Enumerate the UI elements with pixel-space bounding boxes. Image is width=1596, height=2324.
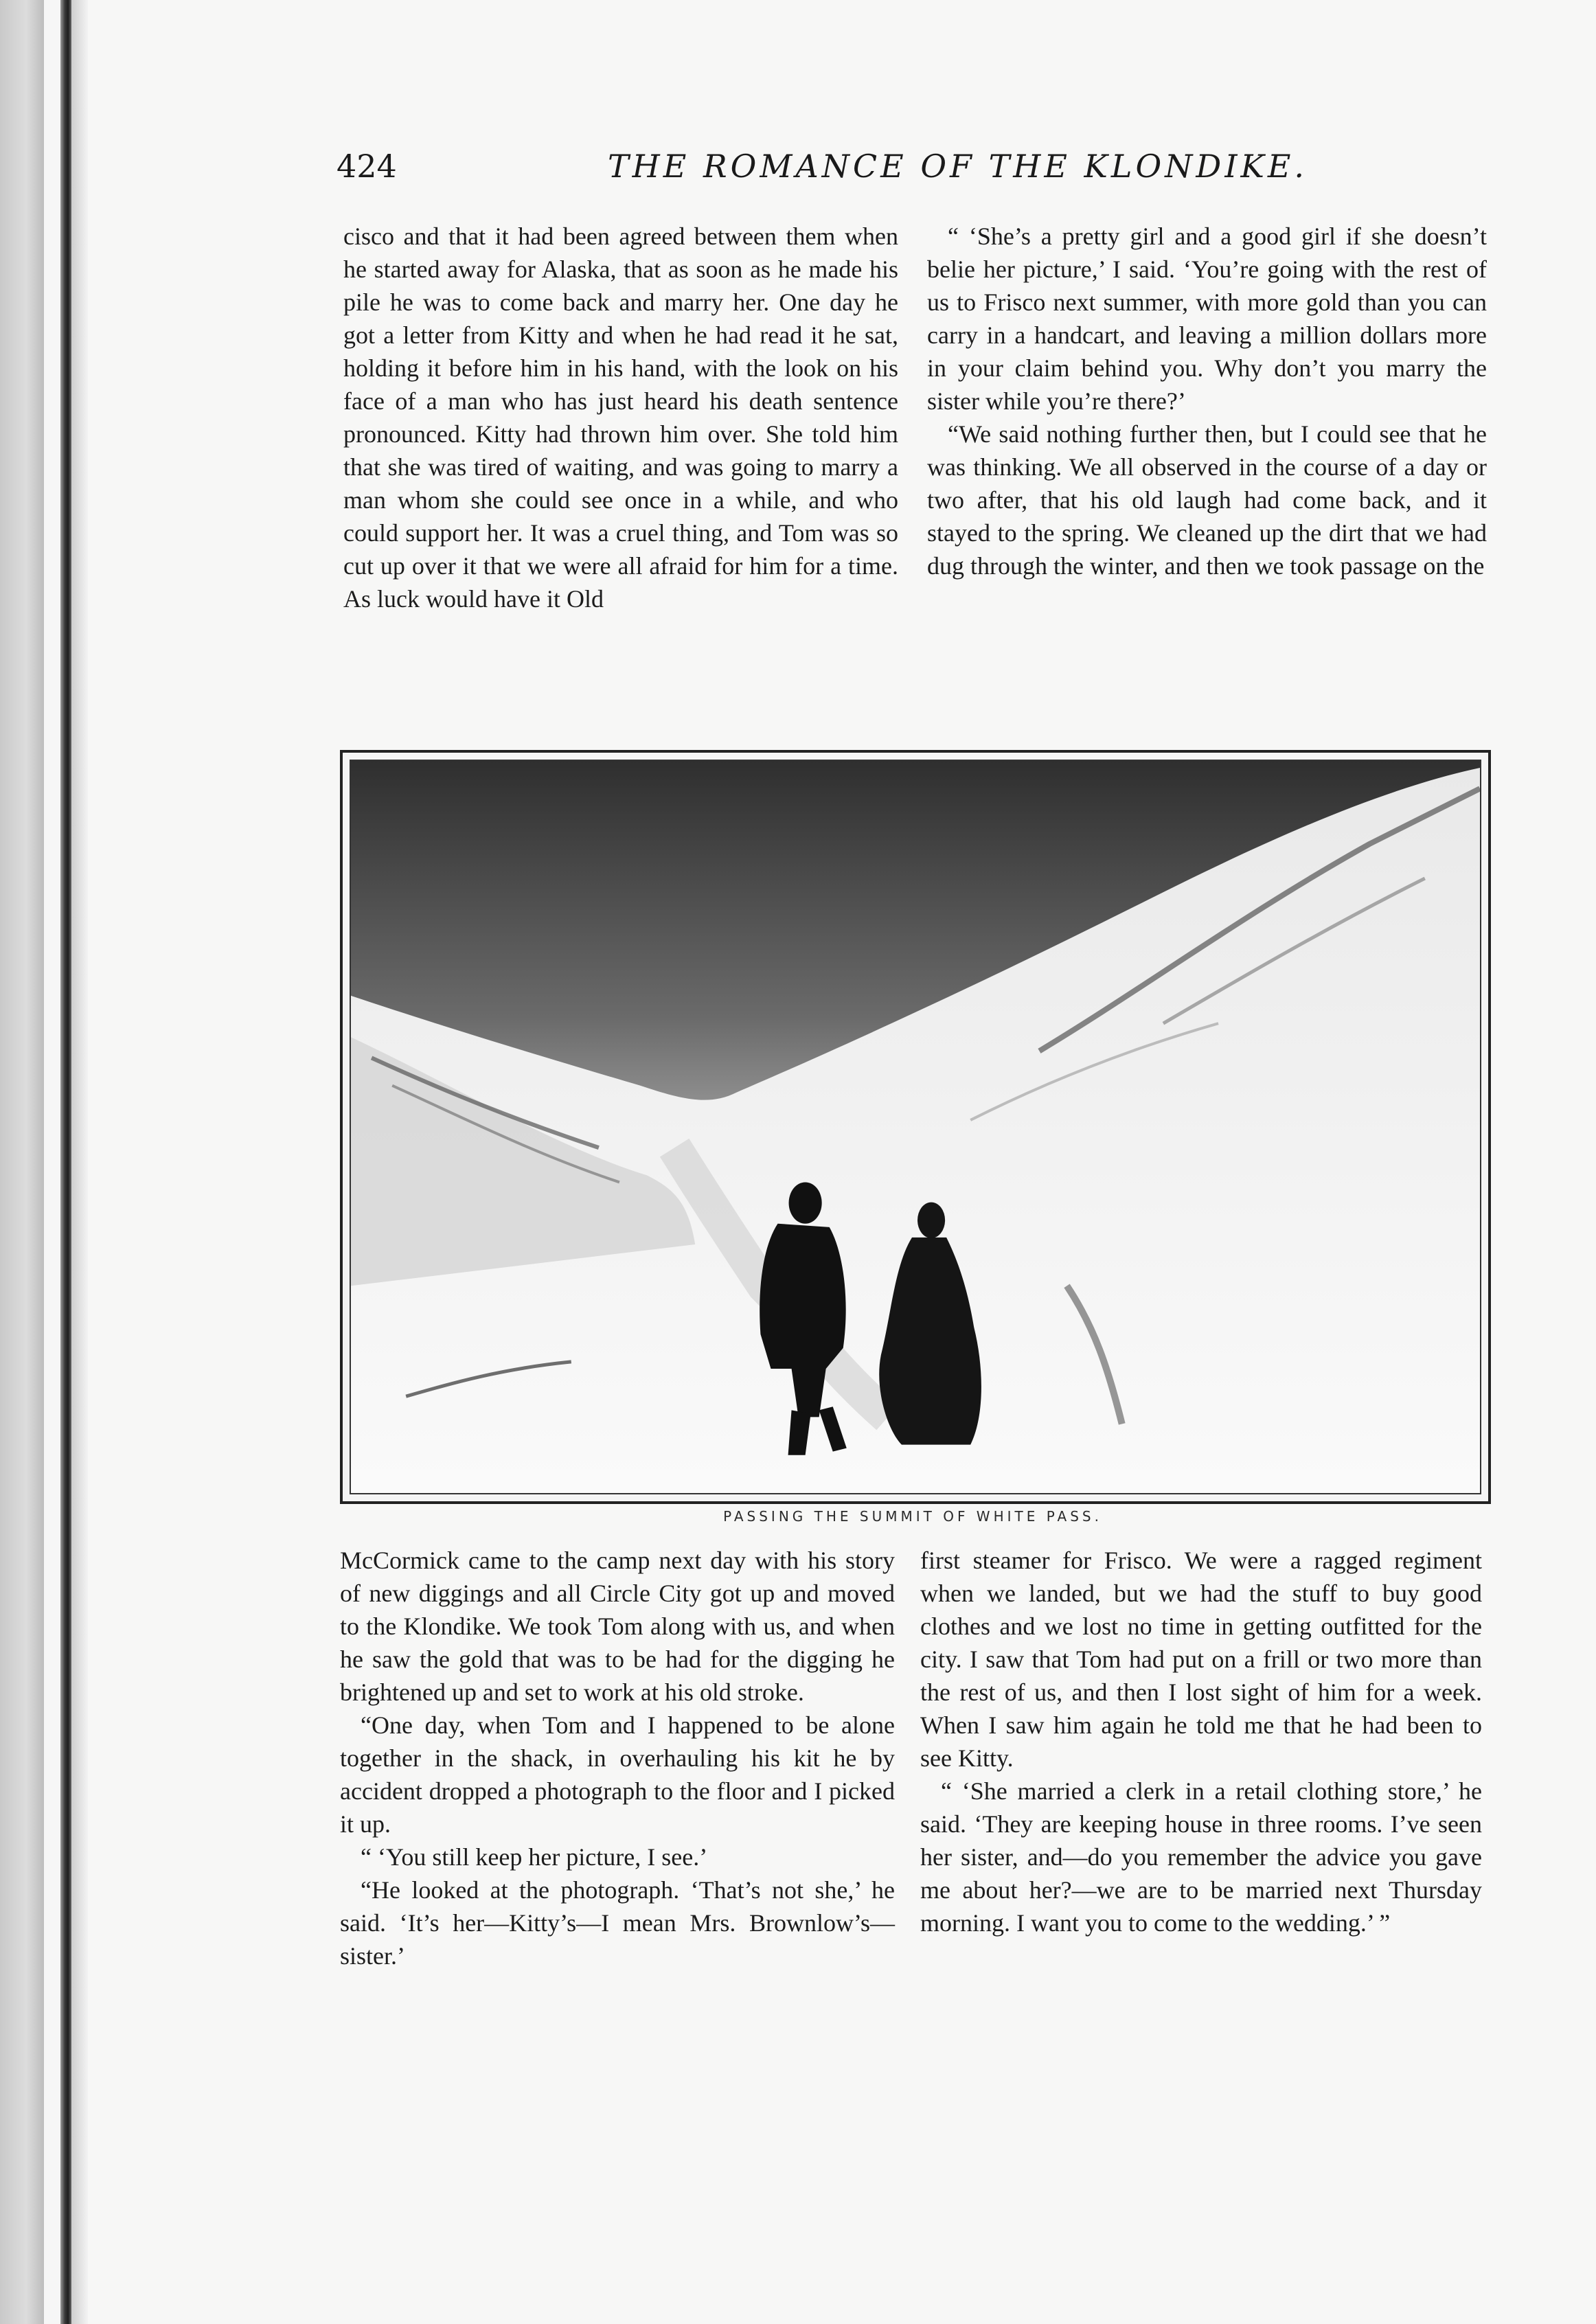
- paragraph: cisco and that it had been agreed between them when he started away for Alaska, that as soon as he made his pile he was to come back and marry her. One day he got a letter from Kitty and when he had read it he sat, holding it before him in his hand, with the look on his face of a man who has just heard his death sentence pronounced. Kitty had thrown him over. She told him that she was tired of waiting, and was going to marry a man whom she could see once in a while, and who could support her. It was a cruel thing, and Tom was so cut up over it that we were all afraid for him for a time. As luck would have it Old: [343, 223, 898, 613]
- paragraph: “ ‘You still keep her picture, I see.’: [361, 1843, 708, 1871]
- illustration: [340, 750, 1491, 1504]
- paragraph: McCormick came to the camp next day with his story of new diggings and all Circle City got up and moved to the Klondike. We took Tom along with us, and when he saw the gold that was to be had for the digging he brightened up and set to work at his old stroke.: [340, 1547, 895, 1706]
- paragraph: first steamer for Frisco. We were a ragged regiment when we landed, but we had the stuff to buy good clothes and we lost no time in getting outfitted for the city. I saw that Tom had put on a frill or two more than the rest of us, and then I lost sight of him for a week. When I saw him again he told me that he had been to see Kitty.: [920, 1547, 1482, 1772]
- white-pass-photo: [351, 761, 1480, 1493]
- illustration-frame: [350, 760, 1481, 1494]
- paragraph: “ ‘She’s a pretty girl and a good girl if she doesn’t belie her picture,’ I said. ‘You’re going with the rest of us to Frisco next summer, with more gold than you can carry in a handcart, and leaving a million dollars more in your claim behind you. Why don’t you marry the sister while you’re there?’: [927, 223, 1487, 415]
- paragraph: “One day, when Tom and I happened to be alone together in the shack, in overhauling his kit he by accident dropped a photograph to the floor and I picked it up.: [340, 1711, 895, 1838]
- gutter-shadow: [71, 0, 88, 2324]
- column-top-right: [927, 220, 1487, 721]
- paragraph: “He looked at the photograph. ‘That’s not she,’ he said. ‘It’s her—Kitty’s—I mean Mrs. Brownlow’s—sister.’: [340, 1876, 895, 1970]
- running-title: THE ROMANCE OF THE KLONDIKE.: [608, 148, 1308, 185]
- page-number: 424: [337, 148, 397, 185]
- column-top-left: [343, 220, 898, 714]
- book-spine-edge: [60, 0, 71, 2324]
- paragraph: “ ‘She married a clerk in a retail clothing store,’ he said. ‘They are keeping house in three rooms. I’ve seen her sister, and—do you remember the advice you gave me about her?—we are to be married next Thursday morning. I want you to come to the wedding.’ ”: [920, 1777, 1482, 1937]
- illustration-caption: PASSING THE SUMMIT OF WHITE PASS.: [723, 1508, 1102, 1525]
- column-bottom-right: [920, 1544, 1482, 2107]
- column-bottom-left: [340, 1544, 895, 2107]
- page-header: [337, 148, 1504, 196]
- scan-margin: [0, 0, 44, 2324]
- paragraph: “We said nothing further then, but I could see that he was thinking. We all observed in the course of a day or two after, that his old laugh had come back, and it stayed to the spring. We cleaned up the dirt that we had dug through the winter, and then we took passage on the: [927, 420, 1487, 580]
